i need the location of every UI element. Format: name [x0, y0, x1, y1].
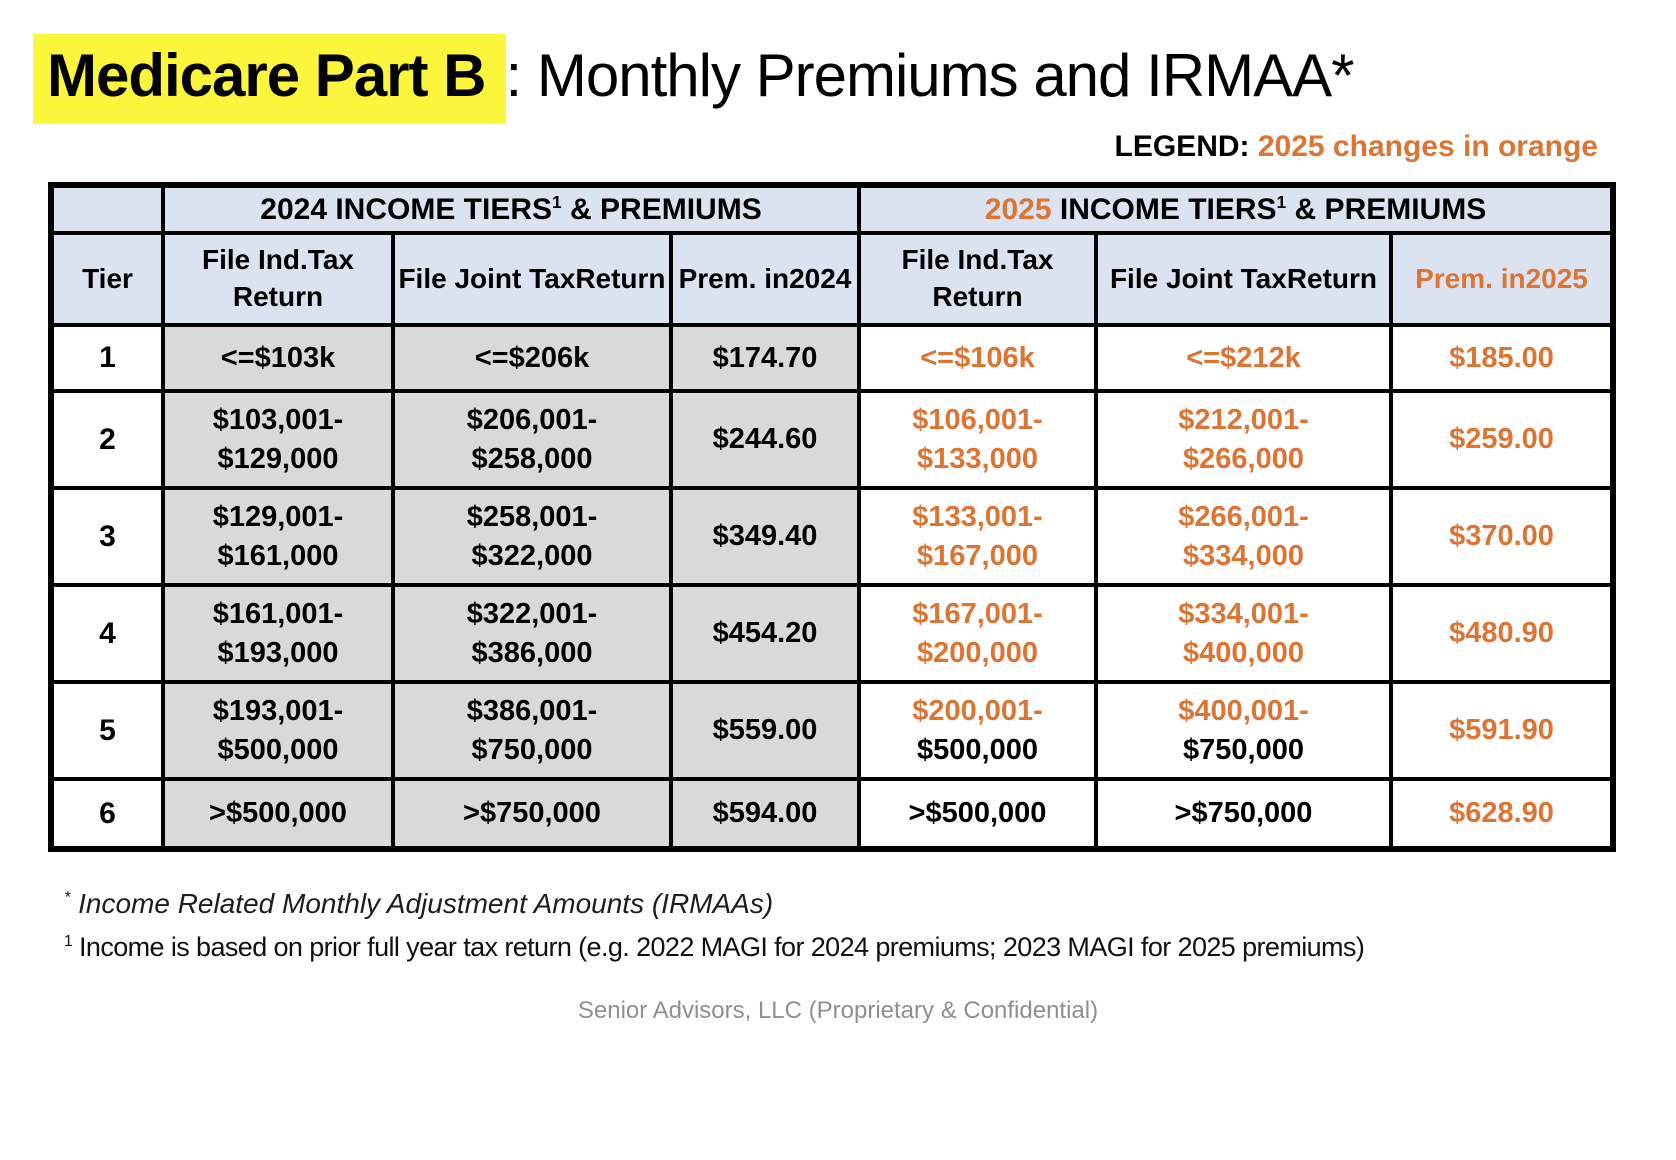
legend-label: LEGEND	[1114, 130, 1240, 163]
table-row	[51, 391, 1613, 488]
joint-2025-header: File Joint TaxReturn	[1096, 233, 1391, 325]
footnote-income-basis: $^1$ Income is based on prior full year tax return (e.g. 2022 MAGI for 2024 premiums; 2023 MAGI for 2025 premiums)	[64, 932, 1365, 962]
prem-2024-cell: $559.00	[671, 682, 859, 779]
joint-2024-cell: $386,001- $750,000	[393, 682, 671, 779]
ind-2025-header: File Ind.Tax Return	[859, 233, 1096, 325]
corner-cell	[51, 185, 163, 233]
joint-2025-cell: $266,001- $334,000	[1096, 488, 1391, 585]
joint-2025-cell: >$750,000	[1096, 779, 1391, 849]
table-row	[51, 488, 1613, 585]
joint-2024-cell: $322,001- $386,000	[393, 585, 671, 682]
title-highlight: Medicare Part B	[33, 34, 506, 124]
footnotes	[64, 888, 1676, 963]
ind-2024-header: File Ind.Tax Return	[163, 233, 393, 325]
page-title	[33, 34, 1676, 124]
prem-2024-header: Prem. in2024	[671, 233, 859, 325]
column-header-row	[51, 233, 1613, 325]
prem-2025-cell: $185.00	[1391, 325, 1613, 391]
table-row	[51, 585, 1613, 682]
table-row	[51, 682, 1613, 779]
prem-2025-cell: $628.90	[1391, 779, 1613, 849]
legend-text: 2025 changes in orange	[1257, 130, 1598, 163]
prem-2024-cell: $174.70	[671, 325, 859, 391]
group-header-row	[51, 185, 1613, 233]
prem-2025-cell: $259.00	[1391, 391, 1613, 488]
ind-2024-cell: <=$103k	[163, 325, 393, 391]
footer-confidential: Senior Advisors, LLC (Proprietary & Confidential)	[577, 997, 1099, 1024]
ind-2025-cell: $133,001- $167,000	[859, 488, 1096, 585]
ind-2024-cell: $129,001- $161,000	[163, 488, 393, 585]
joint-2025-cell: $334,001- $400,000	[1096, 585, 1391, 682]
title-rest: : Monthly Premiums and IRMAA*	[505, 42, 1354, 109]
tier-cell: 3	[51, 488, 163, 585]
ind-2024-cell: $103,001- $129,000	[163, 391, 393, 488]
prem-2024-cell: $454.20	[671, 585, 859, 682]
table-row	[51, 779, 1613, 849]
group-header-2024: 2024 INCOME TIERS$^1$ & PREMIUMS	[163, 185, 859, 233]
joint-2024-cell: >$750,000	[393, 779, 671, 849]
tier-cell: 5	[51, 682, 163, 779]
tier-cell: 2	[51, 391, 163, 488]
tier-cell: 6	[51, 779, 163, 849]
prem-2025-cell: $370.00	[1391, 488, 1613, 585]
joint-2025-cell: <=$212k	[1096, 325, 1391, 391]
premiums-table	[48, 182, 1616, 852]
tier-header: Tier	[51, 233, 163, 325]
ind-2025-cell: $106,001- $133,000	[859, 391, 1096, 488]
joint-2024-cell: $206,001- $258,000	[393, 391, 671, 488]
legend	[0, 130, 1676, 164]
ind-2025-cell: $167,001- $200,000	[859, 585, 1096, 682]
prem-2024-cell: $349.40	[671, 488, 859, 585]
joint-2025-cell: $400,001- $750,000	[1096, 682, 1391, 779]
prem-2025-cell: $591.90	[1391, 682, 1613, 779]
joint-2024-header: File Joint TaxReturn	[393, 233, 671, 325]
ind-2025-cell: <=$106k	[859, 325, 1096, 391]
tier-cell: 4	[51, 585, 163, 682]
prem-2024-cell: $594.00	[671, 779, 859, 849]
joint-2024-cell: $258,001- $322,000	[393, 488, 671, 585]
ind-2024-cell: >$500,000	[163, 779, 393, 849]
ind-2024-cell: $161,001- $193,000	[163, 585, 393, 682]
group-header-2025: 2025 INCOME TIERS$^1$ & PREMIUMS	[859, 185, 1613, 233]
ind-2025-cell: $200,001- $500,000	[859, 682, 1096, 779]
prem-2024-cell: $244.60	[671, 391, 859, 488]
footnote-irmaa: * Income Related Monthly Adjustment Amounts (IRMAAs)	[64, 888, 774, 919]
tier-cell: 1	[51, 325, 163, 391]
table-row	[51, 325, 1613, 391]
prem-2025-header: Prem. in2025	[1391, 233, 1613, 325]
legend-separator: :	[1239, 130, 1258, 163]
joint-2024-cell: <=$206k	[393, 325, 671, 391]
ind-2025-cell: >$500,000	[859, 779, 1096, 849]
joint-2025-cell: $212,001- $266,000	[1096, 391, 1391, 488]
prem-2025-cell: $480.90	[1391, 585, 1613, 682]
ind-2024-cell: $193,001- $500,000	[163, 682, 393, 779]
